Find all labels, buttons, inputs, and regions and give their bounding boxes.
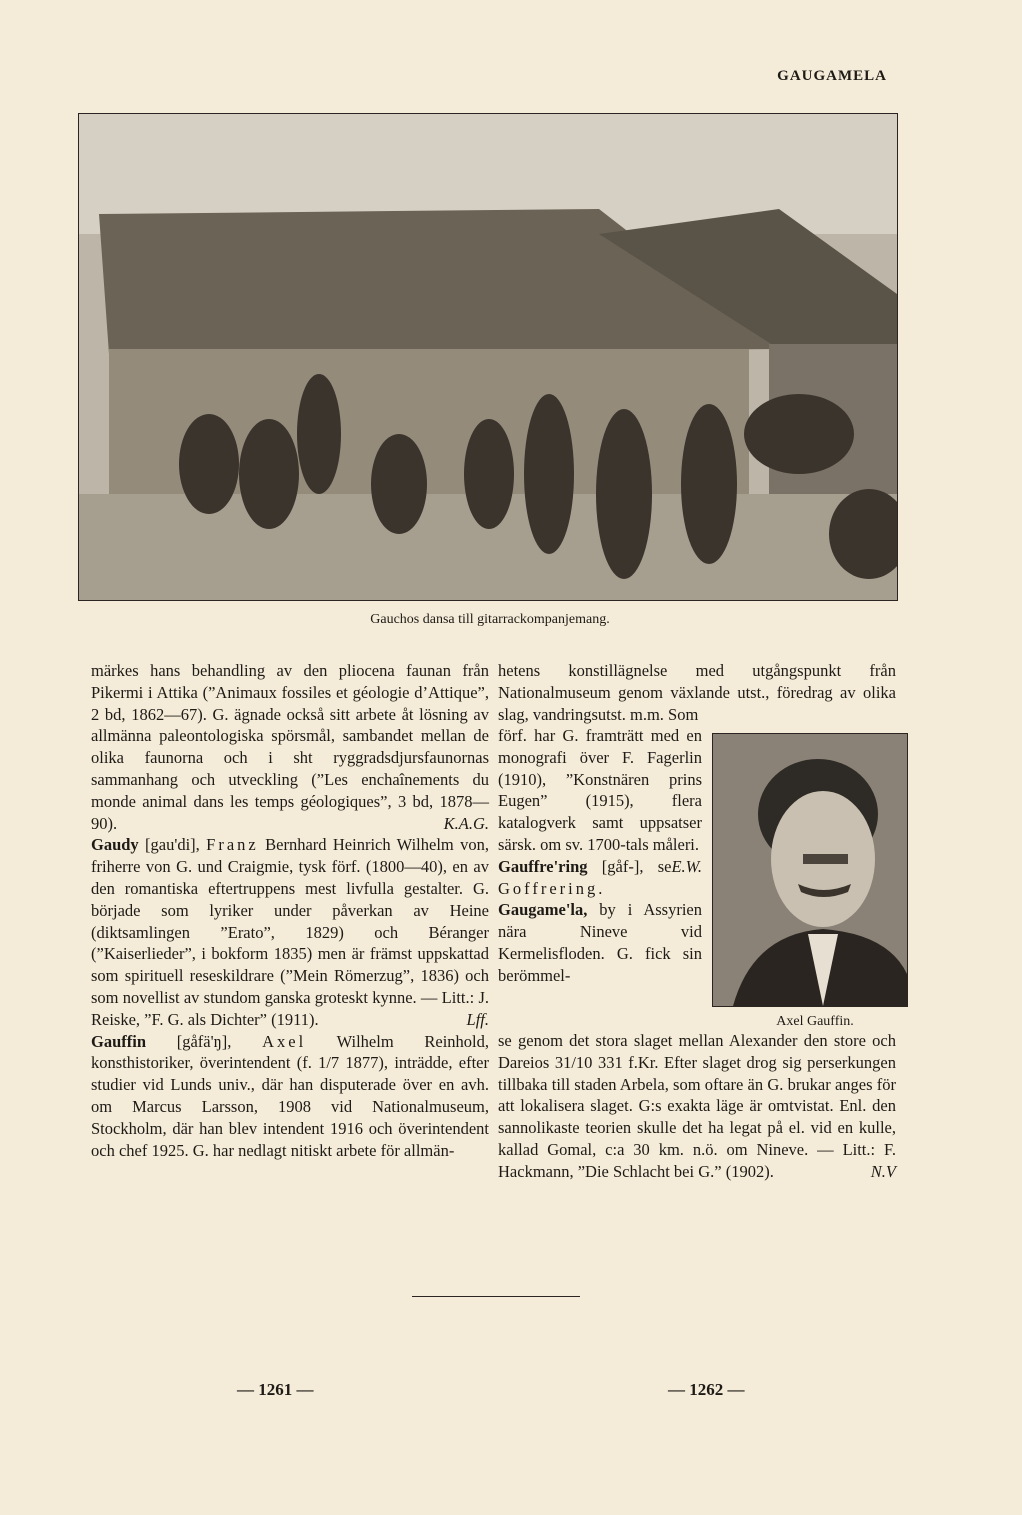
- entry-gaudy: [91, 834, 489, 1030]
- gauffin-works-text: förf. har G. framträtt med en monografi över F. Fagerlin (1910), ”Konstnären prins Eugen” (1915), flera katalogverk samt uppsatser särsk. om sv. 1700-tals måleri.: [498, 726, 702, 854]
- gauchos-photo-caption: Gauchos dansa till gitarrackompanjemang.: [370, 612, 610, 627]
- gaugamela-continued-paragraph: [498, 1030, 896, 1183]
- paleontology-text: märkes hans behandling av den pliocena faunan från Pikermi i Attika (”Animaux fossiles et géologie d’Attique”, 2 bd, 1862—67). G. ägnade också sitt arbete åt lösning av allmänna paleontologiska spörsmål, sambandet mellan de olika faunorna och i sht ryggradsdjursfaunornas sammanhang och utveckling (”Les enchaînements du monde animal dans les temps géologiques”, 3 bd, 1878—90).: [91, 661, 489, 833]
- entry-gaugamela-text: by i Assyrien nära Nineve vid Kermelisfloden. G. fick sin berömmel-: [498, 900, 702, 985]
- portrait-caption: Axel Gauffin.: [776, 1014, 854, 1029]
- entry-gauffin-headword: Gauffin: [91, 1031, 147, 1051]
- end-rule: [412, 1296, 580, 1297]
- gauffin-continued-text: hetens konstillägnelse med utgångspunkt från Nationalmuseum genom växlande utst., föredrag av olika slag, vandringsutst. m.m. Som: [498, 661, 896, 724]
- gauchos-photo-illustration: [79, 114, 897, 600]
- entry-gauffin-pronunciation: [gåfä'ŋ],: [146, 1031, 263, 1051]
- signature-nv: N.V: [870, 1161, 896, 1181]
- entry-gaudy-name: Franz: [206, 835, 259, 855]
- entry-gaudy-text: Bernhard Heinrich Wilhelm von, friherre von G. und Craigmie, tysk förf. (1800—40), en av den romantiska eftertruppens mest livfulla gestalter. G. började som lyriker under påverkan av Heine (diktsamlingen ”Erato”, 1829) och Béranger (”Kaiserlieder”, i bokform 1835) men är främst uppskattad som spirituell reseskildrare (”Mein Römerzug”, 1836) och som novellist av stundom ganska groteskt kynne. — Litt.: J. Reiske, ”F. G. als Dichter” (1911).: [91, 835, 489, 1029]
- signature-ew: E.W.: [671, 856, 702, 876]
- entry-gauffrering-headword: Gauffre'ring: [498, 856, 588, 876]
- entry-gaugamela: [498, 899, 702, 986]
- paleontology-paragraph: [91, 660, 489, 834]
- entry-gauffin: [91, 1031, 489, 1162]
- portrait-illustration: [713, 734, 907, 1006]
- entry-gaudy-headword: Gaudy: [91, 835, 139, 855]
- entry-gauffrering-reference: Goffrering: [498, 878, 599, 898]
- signature-kag: K.A.G.: [443, 813, 489, 833]
- entry-gauffrering-text: [gåf-], se: [587, 856, 672, 876]
- left-column: [91, 660, 489, 1161]
- entry-gaugamela-headword: Gaugame'la,: [498, 900, 588, 920]
- entry-gauffrering: Gauffre'ring [gåf-], se Goffrering.: [498, 856, 672, 898]
- portrait-photo: [712, 733, 908, 1007]
- entry-gauffin-text: Wilhelm Reinhold, konsthistoriker, överintendent (f. 1/7 1877), inträdde, efter studier vid Lunds univ., där han disputerade över en avh. om Marcus Larsson, 1908 vid Nationalmuseum, Stockholm, där han blev intendent 1916 och överintendent och chef 1925. G. har nedlagt nitiskt arbete för allmän-: [91, 1031, 489, 1160]
- running-head: GAUGAMELA: [777, 68, 887, 84]
- page-number-right: — 1262 —: [668, 1380, 745, 1399]
- gaugamela-continued-text: se genom det stora slaget mellan Alexander den store och Dareios 31/10 331 f.Kr. Efter slaget drog sig perserkungen tillbaka till staden Arbela, som oftare än G. brukar anges för att lokalisera slaget. G:s exakta läge är omtvistat. Enl. den sannolikaste teorien skulle det ha legat på el. vid en kulle, kallad Gomal, c:a 30 km. n.ö. om Nineve. — Litt.: F. Hackmann, ”Die Schlacht bei G.” (1902).: [498, 1031, 896, 1181]
- entry-gauffin-name: Axel: [262, 1031, 307, 1051]
- right-column-narrow: [498, 725, 702, 987]
- page-number-left: — 1261 —: [237, 1380, 314, 1399]
- gauchos-photo: [78, 113, 898, 601]
- entry-gaudy-pronunciation: [gau'di],: [138, 835, 207, 855]
- signature-lff: Lff.: [466, 1009, 489, 1029]
- right-column-bottom: [498, 1030, 896, 1183]
- right-column-top: [498, 660, 896, 725]
